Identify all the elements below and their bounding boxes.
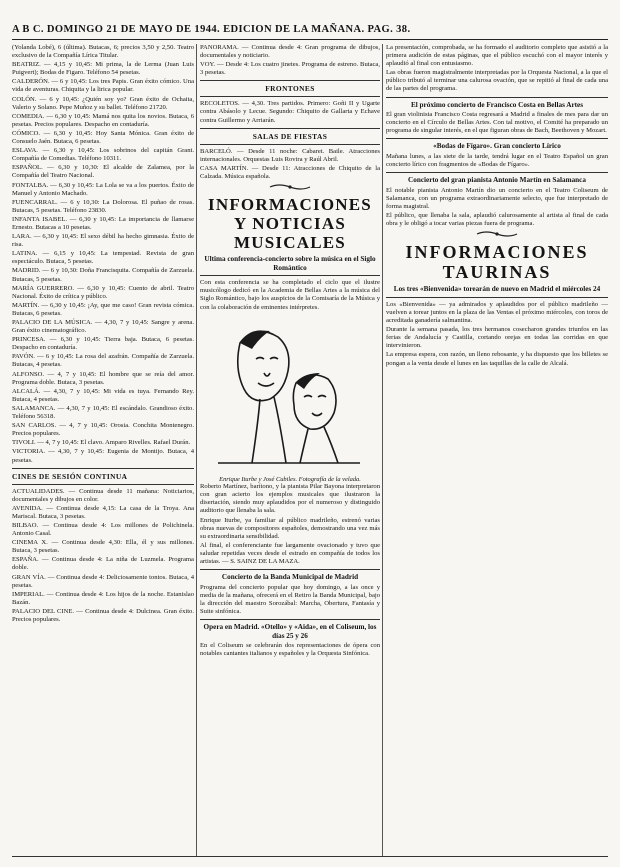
section-rule — [200, 619, 380, 620]
listing-text: MARTÍN. — 6,30 y 10,45: ¡Ay, que me caso! Gran revista cómica. Butacas, 6 pesetas. — [12, 301, 194, 317]
listing-text: GRAN VÍA. — Continua desde 4: Deliciosamente tontos. Butaca, 4 pesetas. — [12, 573, 194, 589]
listing-text: COLÓN. — 6 y 10,45: ¿Quién soy yo? Gran éxito de Ochaita, Valerio y Solano. Pepe Muñoz y su ballet. Teléfono 21720. — [12, 95, 194, 111]
listing-text: PAVÓN. — 6 y 10,45: La rosa del azafrán. Compañía de Zarzuela. Butacas, 4 pesetas. — [12, 353, 194, 369]
column-2 — [200, 44, 380, 659]
article-text: Con esta conferencia se ha completado el ciclo que el ilustre musicólogo dedicó en la Academia de Bellas Artes a la música del Siglo Romántico, bajo los auspicios de la Comisaría de la Música y con la colaboración de eminentes intérpretes. — [200, 279, 380, 311]
column-3 — [386, 44, 608, 369]
ornament-divider — [200, 183, 380, 191]
article-text: Las obras fueron magistralmente interpretadas por la Orquesta Nacional, a la que el público tributó al terminar una calurosa ovación, que se repitió al final de cada una de las partes del programa. — [386, 69, 608, 93]
listing-text: PALACIO DE LA MÚSICA. — 4,30, 7 y 10,45: Sangre y arena. Gran éxito cinematográfico. — [12, 319, 194, 335]
article-text: El público, que llenaba la sala, aplaudió calurosamente al artista al final de cada obra y le obligó a tocar varias piezas fuera de programa. — [386, 212, 608, 228]
subheadline: Concierto del gran pianista Antonio Martín en Salamanca — [408, 176, 586, 185]
listing-text: FUENCARRAL. — 6 y 10,30: La Dolorosa. El puñao de rosas. Butacas, 5 pesetas. Teléfono 23830. — [12, 198, 194, 214]
subheadline: Opera en Madrid. «Otello» y «Aida», en el Coliseum, los días 25 y 26 — [203, 623, 377, 640]
photo-illustration — [200, 313, 380, 484]
listing-text: ALCALÁ. — 4,30, 7 y 10,45: Mi vida es tuya. Fernando Rey. Butaca, 4 pesetas. — [12, 387, 194, 403]
listing-text: CÓMICO. — 6,30 y 10,45: Hoy Santa Mónica. Gran éxito de Consuelo Jaén. Butaca, 6 pesetas. — [12, 129, 194, 146]
listing-text: FONTALBA. — 6,30 y 10,45: La Lola se va a los puertos. Éxito de Manuel y Antonio Machado. — [12, 181, 194, 197]
listing-text: (Yolanda Lobé), 6 (última). Butacas, 6; precios 3,50 y 2,50. Teatro exclusivo de la Compañía Lírica Titular. — [12, 44, 194, 60]
section-rule — [200, 80, 380, 81]
article-text: Los «Bienvenida» — ya admirados y aplaudidos por el público madrileño — vuelven a torear juntos en la plaza de las Ventas el próximo miércoles, con toros de acreditada ganadería salmantina. — [386, 300, 608, 325]
listing-text: SAN CARLOS. — 4, 7 y 10,45: Orosia. Conchita Montenegro. Precios populares. — [12, 422, 194, 438]
section-rule — [200, 128, 380, 129]
article-text: Al final, el conferenciante fue largamente ovacionado y tuvo que saludar repetidas veces desde el estrado en compañía de todos los artistas. — S. SAINZ DE LA MAZA. — [200, 541, 380, 566]
listing-text: LARA. — 6,30 y 10,45: El sexo débil ha hecho gimnasia. Éxito de risa. — [12, 233, 194, 249]
section-rule — [12, 468, 194, 469]
section-heading: CINES DE SESIÓN CONTINUA — [12, 471, 128, 481]
listing-text: COMEDIA. — 6,30 y 10,45: Mamá nos quita los novios. Butaca, 6 pesetas. Precios populares. Despacho en contaduría. — [12, 112, 194, 128]
section-heading: FRONTONES — [265, 84, 315, 94]
section-rule — [200, 96, 380, 97]
listing-text: BEATRIZ. — 4,15 y 10,45: Mi prima, la de Lerma (Juan Luis Puigvert); Bodas de Figaro. Teléfono 54 pesetas. — [12, 61, 194, 77]
section-rule — [200, 144, 380, 145]
article-text: Durante la semana pasada, los tres hermanos cosecharon grandes triunfos en las ferias de Andalucía y Castilla, cortando orejas en todas las corridas en que intervinieron. — [386, 326, 608, 350]
listing-text: SALAMANCA. — 4,30, 7 y 10,45: El escándalo. Grandioso éxito. Teléfono 56318. — [12, 404, 194, 421]
listing-text: BILBAO. — Continua desde 4: Los millones de Polichinela. Antonio Casal. — [12, 521, 194, 538]
listing-text: ESPAÑOL. — 6,30 y 10,30: El alcalde de Zalamea, por la Compañía del Teatro Nacional. — [12, 164, 194, 180]
section-heading: SALAS DE FIESTAS — [252, 131, 328, 141]
listing-text: CINEMA X. — Continua desde 4,30: Ella, él y sus millones. Butaca, 3 pesetas. — [12, 539, 194, 555]
article-text: RECOLETOS. — 4,30. Tres partidos. Primero: Goñi II y Ugarte contra Abásolo y Lecue. Segundo: Chiquito de Gallarta y Echave contra Guillermo y Arriarán. — [200, 100, 380, 124]
section-rule — [386, 172, 608, 173]
section-rule — [12, 484, 194, 485]
article-text: El gran violinista Francisco Costa regresará a Madrid a finales de mes para dar un concierto en el Círculo de Bellas Artes. Con tal motivo, el Comité ha preparado un programa de singular interés, en el que figuran obras de Bach, Beethoven y Mozart. — [386, 111, 608, 135]
subheadline: Concierto de la Banda Municipal de Madrid — [221, 573, 359, 582]
listing-text: AVENIDA. — Continua desde 4,15: La casa de la Troya. Ana Mariscal. Butaca, 3 pesetas. — [12, 504, 194, 520]
article-text: En el Coliseum se celebrarán dos representaciones de ópera con notables cantantes italianos y españoles y la Orquesta Sinfónica. — [200, 642, 380, 658]
subheadline: Los tres «Bienvenida» torearán de nuevo en Madrid el miércoles 24 — [393, 285, 601, 294]
listing-text: LATINA. — 6,15 y 10,45: La tempestad. Revista de gran espectáculo. Butaca, 5 pesetas. — [12, 250, 194, 266]
listing-text: VOY. — Desde 4: Los cuatro jinetes. Programa de estreno. Butaca, 3 pesetas. — [200, 61, 380, 77]
subheadline: El próximo concierto de Francisco Costa en Bellas Artes — [410, 100, 584, 109]
listing-text: BARCELÓ. — Desde 11 noche: Cabaret. Baile. Atracciones internacionales. Orquestas Luis Rovira y Raúl Abril. — [200, 147, 380, 163]
photo-caption: Enrique Iturbe y José Cubiles. Fotografía de la velada. — [219, 475, 361, 483]
section-rule — [200, 275, 380, 276]
column-divider — [382, 44, 383, 856]
ornament-divider — [386, 230, 608, 238]
listing-text: ACTUALIDADES. — Continua desde 11 mañana: Noticiarios, documentales y dibujos en color. — [12, 487, 194, 503]
listing-text: PRINCESA. — 6,30 y 10,45: Tierra baja. Butaca, 6 pesetas. Despacho en contaduría. — [12, 336, 194, 352]
section-rule — [386, 297, 608, 298]
column-divider — [196, 44, 197, 856]
section-rule — [386, 138, 608, 139]
listing-text: PANORAMA. — Continua desde 4: Gran programa de dibujos, documentales y noticiario. — [200, 44, 380, 60]
subheadline: «Bodas de Fígaro». Gran concierto Lírico — [433, 142, 561, 151]
footer-rule — [12, 856, 608, 857]
listing-text: ESLAVA. — 6,30 y 10,45: Los sobrinos del capitán Grant. Compañía de Comedias. Teléfono 10311. — [12, 147, 194, 163]
section-rule — [200, 569, 380, 570]
listing-text: IMPERIAL. — Continua desde 4: Los hijos de la noche. Estanislao Bazán. — [12, 590, 194, 606]
column-1 — [12, 44, 194, 625]
listing-text: PALACIO DEL CINE. — Continua desde 4: Dulcinea. Gran éxito. Precios populares. — [12, 607, 194, 623]
article-text: Mañana lunes, a las siete de la tarde, tendrá lugar en el Teatro Español un gran concierto lírico con fragmentos de «Bodas de Fígaro». — [386, 153, 608, 169]
listing-text: MADRID. — 6 y 10,30: Doña Francisquita. Compañía de Zarzuela. Butacas, 5 pesetas. — [12, 267, 194, 283]
article-text: Enrique Iturbe, ya familiar al público madrileño, estrenó varias obras nuevas de compositores españoles, demostrando una vez más su extraordinaria sensibilidad. — [200, 516, 380, 540]
subheadline: Ultima conferencia-concierto sobre la música en el Siglo Romántico — [204, 255, 376, 272]
article-text: Programa del concierto popular que hoy domingo, a las once y media de la mañana, ofrecerá en el Retiro la Banda Municipal, bajo la dirección del maestro Sorozábal: Marcha, Obertura, Fantasía y Suite sinfónica. — [200, 583, 380, 615]
headline: INFORMACIONES Y NOTICIAS MUSICALES — [208, 195, 372, 253]
article-text: Roberto Martínez, barítono, y la pianista Pilar Bayona interpretaron con gran acierto los ejemplos musicales que ilustraron la disertación, siendo muy aplaudidos por el numeroso y distinguido auditorio que llenaba la sala. — [200, 483, 380, 515]
listing-text: CALDERÓN. — 6 y 10,45: Los tres Papis. Gran éxito cómico. Una vida de aventuras. Chiquita y la lirica popular. — [12, 78, 194, 94]
header-rule — [12, 39, 608, 40]
section-rule — [386, 97, 608, 98]
listing-text: VICTORIA. — 4,30, 7 y 10,45: Eugenia de Montijo. Butaca, 4 pesetas. — [12, 448, 194, 464]
listing-text: CASA MARTÍN. — Desde 11: Atracciones de Chiquito de la Calzada. Música española. — [200, 164, 380, 180]
page-header: A B C. DOMINGO 21 DE MAYO DE 1944. EDICION DE LA MAÑANA. PAG. 38. — [12, 24, 411, 35]
headline: INFORMACIONES TAURINAS — [405, 242, 589, 283]
listing-text: TIVOLI. — 4, 7 y 10,45: El clavo. Amparo Rivelles. Rafael Durán. — [12, 439, 191, 447]
article-text: La presentación, comprobada, se ha formado el auditorio completo que asistió a la primera audición de estas páginas, que el público escuchó con el mayor interés y aplaudió al final con entusiasmo. — [386, 44, 608, 68]
article-text: El notable pianista Antonio Martín dio un concierto en el Teatro Coliseum de Salamanca, con un programa extraordinariamente selecto, que fue interpretado de forma magistral. — [386, 186, 608, 210]
listing-text: MARÍA GUERRERO. — 6,30 y 10,45: Cuento de abril. Teatro Nacional. Éxito de crítica y público. — [12, 284, 194, 300]
listing-text: ESPAÑA. — Continua desde 4: La niña de Luzmela. Programa doble. — [12, 556, 194, 572]
listing-text: INFANTA ISABEL. — 6,30 y 10,45: La importancia de llamarse Ernesto. Butacas a 10 pesetas. — [12, 215, 194, 231]
article-text: La empresa espera, con razón, un lleno rebosante, y ha dispuesto que los billetes se pongan a la venta desde el lunes en las taquillas de la calle de Alcalá. — [386, 351, 608, 367]
listing-text: ALFONSO. — 4, 7 y 10,45: El hombre que se reía del amor. Programa doble. Butaca, 3 pesetas. — [12, 370, 194, 386]
